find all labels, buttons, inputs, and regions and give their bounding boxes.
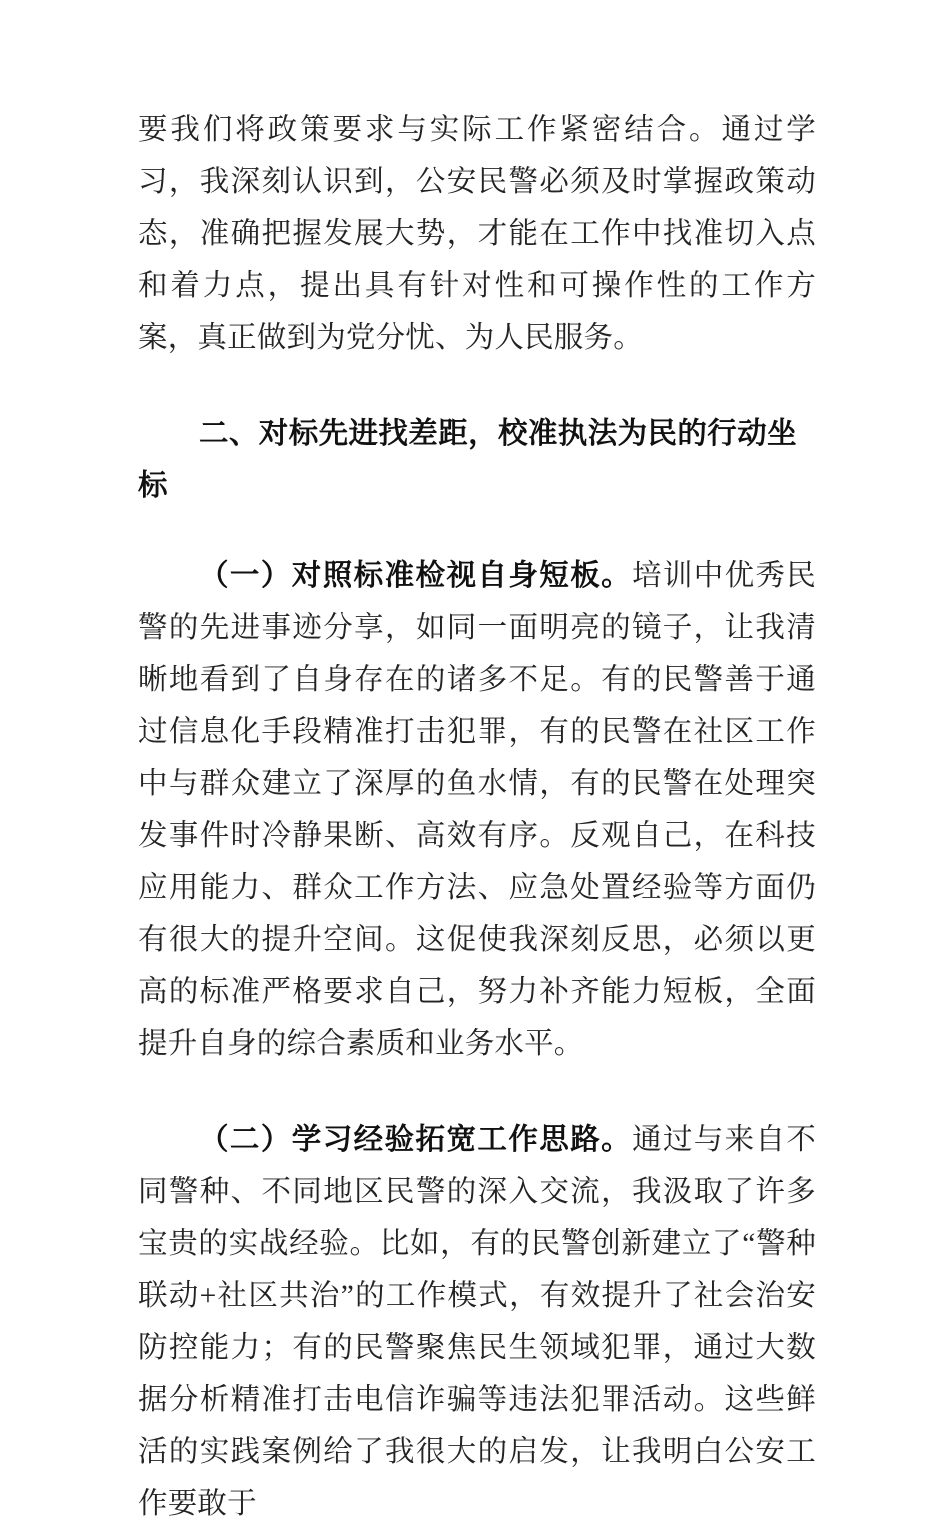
subsection-one-lead: （一）对照标准检视自身短板。: [199, 559, 633, 592]
subsection-one-body: 培训中优秀民警的先进事迹分享，如同一面明亮的镜子，让我清晰地看到了自身存在的诸多不足。有的民警善于通过信息化手段精准打击犯罪，有的民警在社区工作中与群众建立了深厚的鱼水情，有的民警在处理突发事件时冷静果断、高效有序。反观自己，在科技应用能力、群众工作方法、应急处置经验等方面仍有很大的提升空间。这促使我深刻反思，必须以更高的标准严格要求自己，努力补齐能力短板，全面提升自身的综合素质和业务水平。: [138, 560, 817, 1060]
subsection-two-lead: （二）学习经验拓宽工作思路。: [199, 1123, 633, 1156]
subsection-two-paragraph: [138, 1114, 816, 1530]
page-content-area: [138, 104, 816, 1530]
spacer-after-heading: [138, 512, 816, 550]
subsection-two-body: 通过与来自不同警种、不同地区民警的深入交流，我汲取了许多宝贵的实战经验。比如，有的民警创新建立了“警种联动+社区共治”的工作模式，有效提升了社会治安防控能力；有的民警聚焦民生领域犯罪，通过大数据分析精准打击电信诈骗等违法犯罪活动。这些鲜活的实践案例给了我很大的启发，让我明白公安工作要敢于: [138, 1124, 817, 1520]
subsection-one-paragraph: [138, 550, 816, 1070]
section-heading-two: 二、对标先进找差距，校准执法为民的行动坐标: [138, 417, 798, 502]
spacer-before-heading: [138, 364, 816, 408]
paragraph-continued: 要我们将政策要求与实际工作紧密结合。通过学习，我深刻认识到，公安民警必须及时掌握政策动态，准确把握发展大势，才能在工作中找准切入点和着力点，提出具有针对性和可操作性的工作方案，真正做到为党分忧、为人民服务。: [138, 114, 816, 354]
spacer-between-subsections: [138, 1070, 816, 1114]
